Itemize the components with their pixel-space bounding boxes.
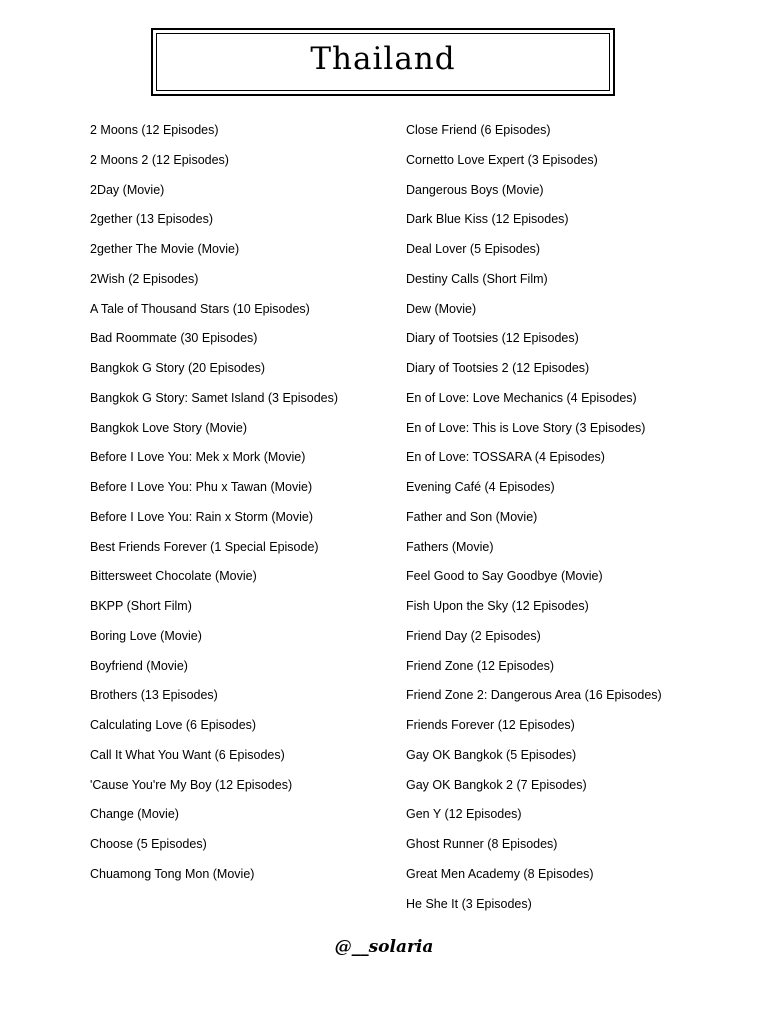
list-item: 'Cause You're My Boy (12 Episodes) <box>90 777 293 792</box>
list-item: Gen Y (12 Episodes) <box>406 807 522 822</box>
list-item: 2gether (13 Episodes) <box>90 212 213 227</box>
list-item: Close Friend (6 Episodes) <box>406 123 551 137</box>
list-item: Before I Love You: Rain x Storm (Movie) <box>90 509 314 524</box>
list-item: Change (Movie) <box>90 807 179 822</box>
list-item: Best Friends Forever (1 Special Episode) <box>90 539 319 554</box>
list-item: A Tale of Thousand Stars (10 Episodes) <box>90 301 310 316</box>
list-item: Fish Upon the Sky (12 Episodes) <box>406 599 589 613</box>
list-item: Gay OK Bangkok (5 Episodes) <box>406 747 577 762</box>
list-item: Diary of Tootsies (12 Episodes) <box>406 331 579 346</box>
list-item: En of Love: Love Mechanics (4 Episodes) <box>406 390 637 405</box>
list-item: Brothers (13 Episodes) <box>90 688 218 703</box>
list-item: 2gether The Movie (Movie) <box>90 242 240 256</box>
list-item: Destiny Calls (Short Film) <box>406 271 548 286</box>
list-item: Bad Roommate (30 Episodes) <box>90 331 258 346</box>
list-item: En of Love: This is Love Story (3 Episodes) <box>406 420 646 435</box>
list-item: Dark Blue Kiss (12 Episodes) <box>406 212 569 227</box>
list-item: Father and Son (Movie) <box>406 509 538 524</box>
list-item: Dew (Movie) <box>406 301 477 316</box>
list-item: Dangerous Boys (Movie) <box>406 182 544 197</box>
list-item: Friend Zone (12 Episodes) <box>406 658 554 673</box>
list-item: 2 Moons (12 Episodes) <box>90 123 219 137</box>
list-item: En of Love: TOSSARA (4 Episodes) <box>406 450 605 465</box>
list-item: Deal Lover (5 Episodes) <box>406 242 541 256</box>
list-item: BKPP (Short Film) <box>90 599 192 613</box>
list-item: Chuamong Tong Mon (Movie) <box>90 866 255 881</box>
list-item: 2Day (Movie) <box>90 182 165 197</box>
list-item: Friends Forever (12 Episodes) <box>406 718 575 732</box>
list-item: Call It What You Want (6 Episodes) <box>90 747 285 762</box>
list-item: 2 Moons 2 (12 Episodes) <box>90 152 229 167</box>
list-item: Feel Good to Say Goodbye (Movie) <box>406 569 603 584</box>
left-column-list <box>90 119 338 893</box>
list-item: Great Men Academy (8 Episodes) <box>406 866 594 881</box>
list-item: Gay OK Bangkok 2 (7 Episodes) <box>406 777 587 792</box>
list-item: 2Wish (2 Episodes) <box>90 271 199 286</box>
list-item: Bangkok Love Story (Movie) <box>90 420 248 435</box>
list-item: Bittersweet Chocolate (Movie) <box>90 569 257 584</box>
list-item: Choose (5 Episodes) <box>90 837 207 851</box>
list-item: He She It (3 Episodes) <box>406 896 532 911</box>
list-item: Cornetto Love Expert (3 Episodes) <box>406 152 598 167</box>
list-item: Boyfriend (Movie) <box>90 658 188 673</box>
right-column-list <box>406 119 662 922</box>
page-title: Thailand <box>310 41 456 77</box>
list-item: Calculating Love (6 Episodes) <box>90 718 257 732</box>
list-item: Friend Day (2 Episodes) <box>406 628 541 643</box>
title-box <box>151 28 615 96</box>
list-item: Fathers (Movie) <box>406 539 494 554</box>
list-item: Boring Love (Movie) <box>90 628 202 643</box>
list-item: Ghost Runner (8 Episodes) <box>406 837 558 851</box>
list-item: Before I Love You: Phu x Tawan (Movie) <box>90 480 313 494</box>
author-handle: @__solaria <box>334 937 434 957</box>
list-item: Diary of Tootsies 2 (12 Episodes) <box>406 361 590 375</box>
list-item: Evening Café (4 Episodes) <box>406 480 555 494</box>
list-item: Friend Zone 2: Dangerous Area (16 Episodes) <box>406 688 662 703</box>
list-item: Before I Love You: Mek x Mork (Movie) <box>90 450 306 465</box>
list-item: Bangkok G Story (20 Episodes) <box>90 361 266 375</box>
list-item: Bangkok G Story: Samet Island (3 Episodes) <box>90 390 339 405</box>
